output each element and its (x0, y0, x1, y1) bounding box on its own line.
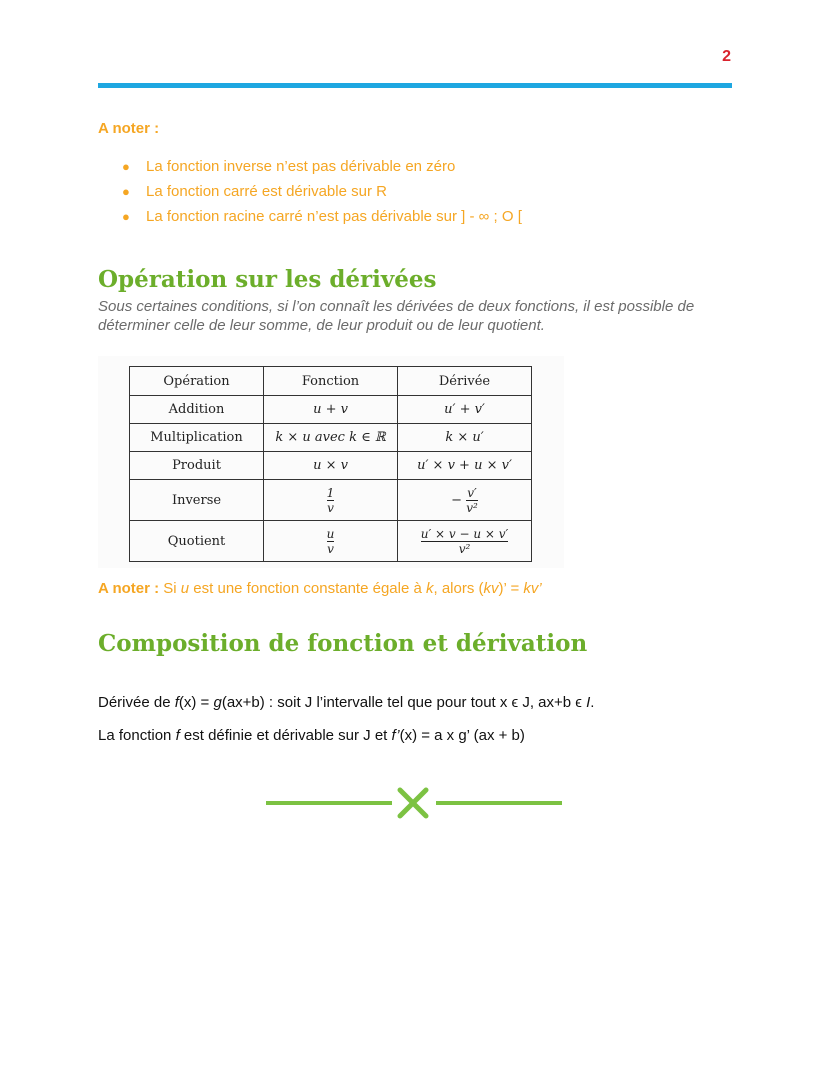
fraction: $\frac{1}{v}$ (326, 485, 335, 515)
derivatives-table-image (98, 356, 564, 568)
page-number: 2 (722, 48, 731, 65)
note-list (98, 157, 522, 232)
note-item: ● La fonction carré est dérivable sur R (122, 183, 387, 200)
fraction: $\frac{u' \times v - u \times v'}{\text{v²}}$ (420, 526, 509, 556)
note-item: ● La fonction inverse n’est pas dérivable en zéro (122, 158, 456, 175)
table-header: Opération (130, 367, 264, 396)
table-row: Produit u × v u′ × v + u × v′ (130, 452, 532, 480)
table-row: Addition u + v u′ + v′ (130, 396, 532, 424)
derivatives-table (129, 366, 532, 562)
note-title: A noter : (98, 120, 160, 137)
constant-note: A noter : Si u est une fonction constante égale à k, alors (kv)’ = kv’ (98, 580, 542, 597)
table-header: Fonction (264, 367, 398, 396)
fraction: $\frac{u}{v}$ (326, 526, 335, 556)
bullet-icon: ● (122, 184, 130, 199)
section-heading-operations: Opération sur les dérivées (98, 266, 437, 293)
cross-divider-icon (266, 786, 562, 820)
table-header: Dérivée (398, 367, 532, 396)
section-subtitle: Sous certaines conditions, si l’on connaît les dérivées de deux fonctions, il est possible de déterminer celle de leur somme, de leur produit ou de leur quotient. (98, 298, 695, 334)
table-row: Inverse $\frac{1}{v}$ − $\frac{v'}{\text{v²}}$ (130, 480, 532, 521)
bullet-icon: ● (122, 159, 130, 174)
composition-formula: La fonction f est définie et dérivable sur J et f’(x) = a x g’ (ax + b) (98, 727, 525, 744)
note-item: ● La fonction racine carré n’est pas dérivable sur ] - ∞ ; O [ (122, 208, 522, 225)
fraction: $\frac{v'}{\text{v²}}$ (466, 485, 478, 515)
bullet-icon: ● (122, 209, 130, 224)
composition-definition: Dérivée de f(x) = g(ax+b) : soit J l’intervalle tel que pour tout x ϵ J, ax+b ϵ I. (98, 694, 595, 711)
section-heading-composition: Composition de fonction et dérivation (98, 630, 588, 657)
table-row: Multiplication k × u avec k ∈ ℝ k × u′ (130, 424, 532, 452)
table-row: Quotient $\frac{u}{v}$ $\frac{u' \times v - u \times v'}{\text{v²}}$ (130, 521, 532, 562)
header-rule (98, 83, 732, 88)
